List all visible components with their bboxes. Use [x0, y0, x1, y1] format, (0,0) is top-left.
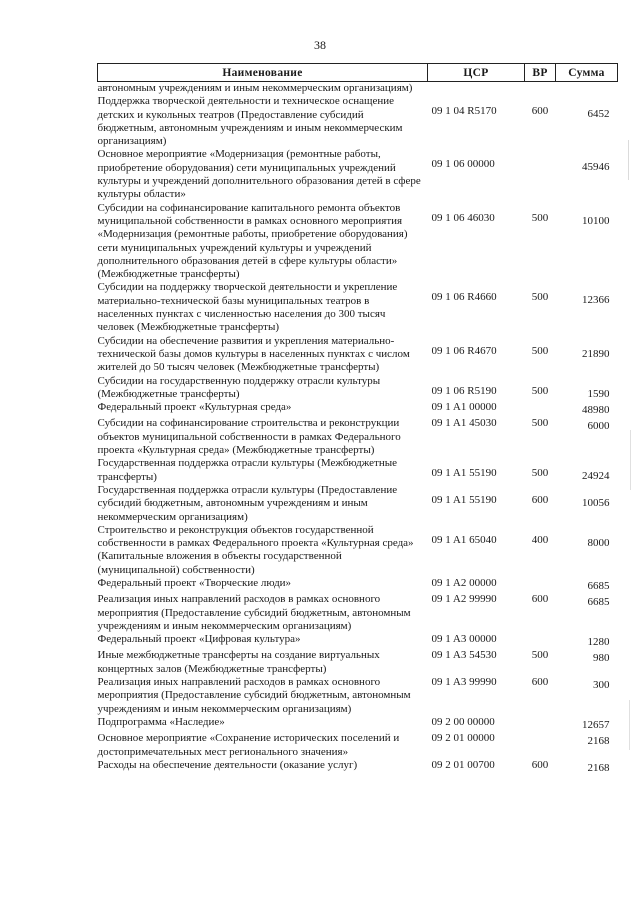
- row-sum: 45946: [582, 161, 610, 174]
- row-csr: 09 1 06 00000: [431, 158, 495, 171]
- table-row: [98, 649, 618, 676]
- row-csr: 09 1 A3 00000: [431, 633, 497, 646]
- table-row: [98, 759, 618, 775]
- row-sum: 6685: [587, 596, 610, 609]
- table-row: [98, 732, 618, 759]
- table-row: [98, 281, 618, 334]
- row-csr: 09 1 A2 00000: [431, 576, 497, 589]
- scan-artifact: [630, 430, 631, 490]
- row-vr: [525, 732, 556, 759]
- row-vr: 500: [531, 467, 549, 480]
- row-name: Подпрограмма «Наследие»: [97, 715, 225, 728]
- budget-table: [97, 63, 618, 775]
- row-sum: 2168: [587, 735, 610, 748]
- scan-artifact: [628, 140, 629, 180]
- header-name: Наименование: [98, 64, 428, 82]
- row-vr: 400: [531, 533, 549, 546]
- table-row: [98, 716, 618, 732]
- row-name: Субсидии на обеспечение развития и укрепления материально-технической базы домов культуры в населенных пунктах с числом жителей до 50 тысяч человек (Межбюджетные трансферты): [97, 334, 410, 374]
- table-row: [98, 82, 618, 96]
- row-vr: 500: [531, 417, 549, 430]
- row-sum: 6685: [587, 579, 610, 592]
- row-name: Основное мероприятие «Сохранение исторических поселений и достопримечательных мест регионального значения»: [97, 732, 400, 758]
- scan-artifact: [629, 700, 630, 750]
- row-name: Субсидии на софинансирование капитального ремонта объектов муниципальной собственности в рамках основного мероприятия «Модернизация (ремонтные работы, приобретение оборудования) сети муниципальных учреждений культуры и учреждений дополнительного образования детей в сфере культуры области» (Межбюджетные трансферты): [97, 201, 408, 281]
- table-row: [98, 148, 618, 201]
- header-sum: Сумма: [556, 64, 618, 82]
- row-csr: 09 1 A1 55190: [431, 467, 497, 480]
- row-csr: 09 1 06 R5190: [431, 384, 497, 397]
- row-sum: 1590: [587, 387, 610, 400]
- row-name: Государственная поддержка отрасли культуры (Межбюджетные трансферты): [97, 457, 397, 483]
- row-name: Субсидии на государственную поддержку отрасли культуры (Межбюджетные трансферты): [97, 374, 381, 400]
- row-sum: [556, 82, 618, 96]
- row-csr: 09 1 A3 54530: [431, 649, 497, 662]
- row-csr: 09 1 06 R4660: [431, 291, 497, 304]
- row-sum: 24924: [582, 470, 610, 483]
- row-vr: 500: [531, 384, 549, 397]
- row-csr: 09 1 04 R5170: [431, 105, 497, 118]
- row-vr: 600: [531, 493, 549, 506]
- row-vr: [525, 401, 556, 417]
- row-name: Основное мероприятие «Модернизация (ремонтные работы, приобретение оборудования) сети муниципальных учреждений культуры и учреждений дополнительного образования детей в сфере культуры области»: [97, 148, 421, 201]
- table-row: [98, 593, 618, 633]
- table-row: [98, 417, 618, 457]
- row-name: Строительство и реконструкция объектов государственной собственности в рамках Федерального проекта «Культурная среда» (Капитальные вложения в объекты государственной (муниципальной) собственности): [97, 523, 414, 576]
- row-name: Иные межбюджетные трансферты на создание виртуальных концертных залов (Межбюджетные трансферты): [97, 649, 380, 675]
- row-sum: 8000: [587, 536, 610, 549]
- table-row: [98, 524, 618, 577]
- table-header-row: [98, 64, 618, 82]
- table-row: [98, 95, 618, 148]
- row-csr: 09 2 01 00000: [431, 732, 495, 745]
- row-sum: 980: [593, 652, 610, 665]
- row-csr: 09 2 00 00000: [431, 715, 495, 728]
- row-sum: 6452: [587, 108, 610, 121]
- table-row: [98, 457, 618, 484]
- row-vr: [525, 82, 556, 96]
- row-name: Расходы на обеспечение деятельности (оказание услуг): [97, 758, 358, 771]
- row-name: Реализация иных направлений расходов в рамках основного мероприятия (Предоставление субсидий бюджетным, автономным учреждениям и иным некоммерческим организациям): [97, 593, 411, 632]
- row-name: Реализация иных направлений расходов в рамках основного мероприятия (Предоставление субсидий бюджетным, автономным учреждениям и иным некоммерческим организациям): [97, 676, 411, 715]
- budget-table-container: [97, 63, 617, 775]
- row-name: Государственная поддержка отрасли культуры (Предоставление субсидий бюджетным, автономным учреждениям и иным некоммерческим организациям): [97, 483, 398, 523]
- row-name: Субсидии на софинансирование строительства и реконструкции объектов муниципальной собственности в рамках Федерального проекта «Культурная среда» (Межбюджетные трансферты): [97, 417, 401, 457]
- table-row: [98, 633, 618, 649]
- row-csr: 09 1 A1 00000: [431, 401, 497, 414]
- row-name: автономным учреждениям и иным некоммерческим организациям): [97, 82, 413, 94]
- row-sum: 6000: [587, 420, 610, 433]
- row-name: Федеральный проект «Творческие люди»: [97, 576, 292, 589]
- table-row: [98, 202, 618, 282]
- row-sum: 300: [593, 679, 610, 692]
- table-row: [98, 401, 618, 417]
- row-name: Федеральный проект «Цифровая культура»: [97, 633, 301, 646]
- row-csr: 09 1 A1 45030: [431, 417, 497, 430]
- table-row: [98, 484, 618, 524]
- row-sum: 2168: [587, 761, 610, 774]
- row-vr: 500: [531, 649, 549, 662]
- row-vr: [525, 716, 556, 732]
- row-vr: [525, 148, 556, 201]
- row-name: Поддержка творческой деятельности и техническое оснащение детских и кукольных театров (Предоставление субсидий бюджетным, автономным учреждениям и иным некоммерческим организациям): [97, 95, 403, 148]
- table-row: [98, 375, 618, 402]
- row-csr: 09 1 06 R4670: [431, 344, 497, 357]
- row-sum: 10100: [582, 214, 610, 227]
- header-csr: ЦСР: [428, 64, 525, 82]
- header-vr: ВР: [525, 64, 556, 82]
- page-number: 38: [314, 38, 326, 52]
- table-row: [98, 676, 618, 716]
- row-csr: 09 2 01 00700: [431, 758, 495, 771]
- row-csr: 09 1 A1 65040: [431, 533, 497, 546]
- row-vr: 600: [531, 758, 549, 771]
- row-vr: 500: [531, 291, 549, 304]
- table-body: [98, 82, 618, 776]
- row-csr: 09 1 06 46030: [431, 211, 495, 224]
- row-sum: 10056: [582, 496, 610, 509]
- row-sum: 21890: [582, 347, 610, 360]
- row-vr: 500: [531, 211, 549, 224]
- row-csr: 09 1 A3 99990: [431, 676, 497, 689]
- row-vr: [525, 633, 556, 649]
- row-vr: 600: [531, 593, 549, 606]
- row-sum: 48980: [582, 404, 610, 417]
- row-vr: 500: [531, 344, 549, 357]
- row-csr: 09 1 A2 99990: [431, 593, 497, 606]
- table-row: [98, 577, 618, 593]
- row-csr: 09 1 A1 55190: [431, 493, 497, 506]
- row-vr: [525, 577, 556, 593]
- row-vr: 600: [531, 676, 549, 689]
- row-sum: 12366: [582, 294, 610, 307]
- row-vr: 600: [531, 105, 549, 118]
- row-name: Федеральный проект «Культурная среда»: [97, 401, 292, 414]
- row-sum: 1280: [587, 636, 610, 649]
- table-row: [98, 335, 618, 375]
- row-csr: [428, 82, 525, 96]
- row-name: Субсидии на поддержку творческой деятельности и укрепление материально-технической базы муниципальных театров в населенных пунктах с численностью населения до 300 тысяч человек (Межбюджетные трансферты): [97, 281, 398, 334]
- row-sum: 12657: [582, 718, 610, 731]
